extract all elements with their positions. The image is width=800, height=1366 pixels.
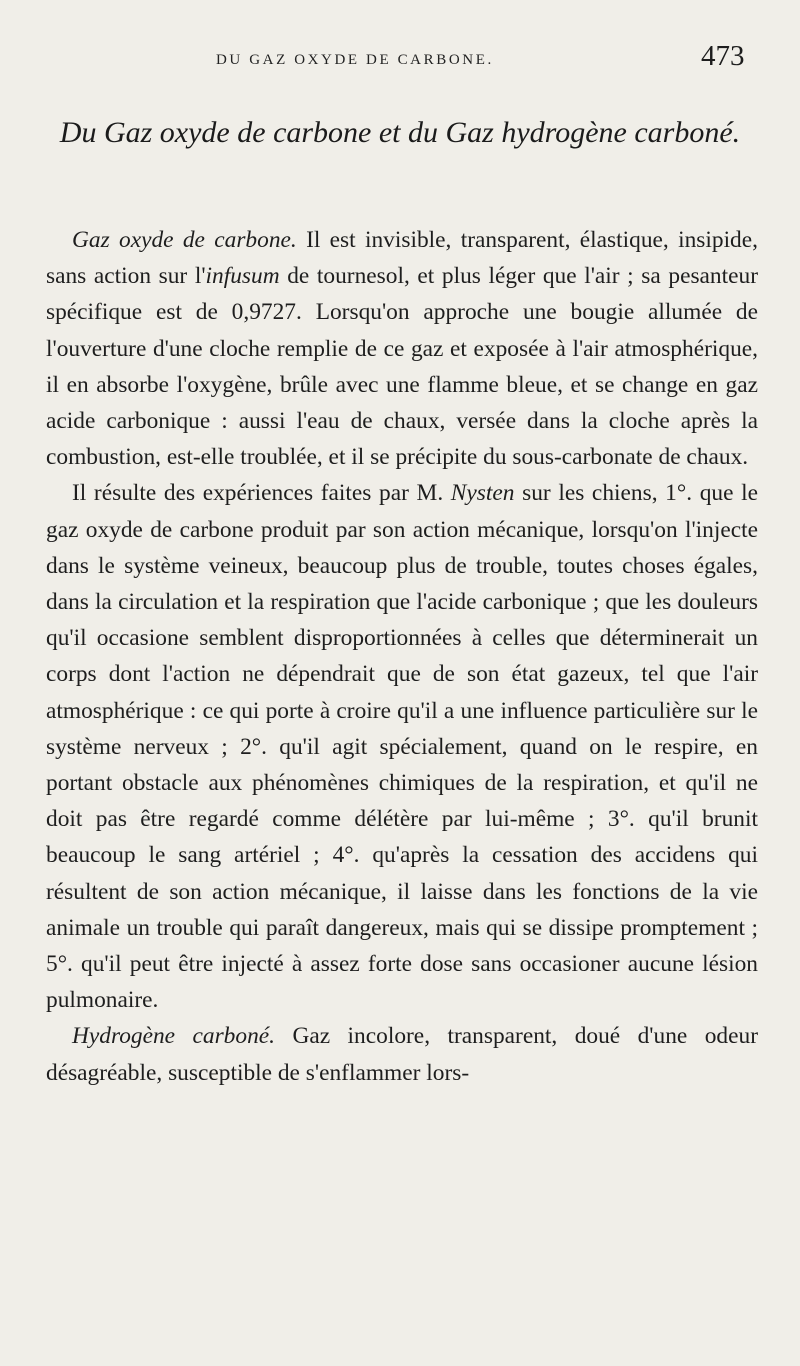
paragraph-text: Gaz incolore, transparent, doué d'une odeur désagréable, susceptible de s'enflammer lors- bbox=[46, 1023, 758, 1086]
paragraph-carbureted-hydrogen bbox=[46, 1018, 758, 1090]
paragraph-text: sur les chiens, 1°. que le gaz oxyde de carbone produit par son action mécanique, lorsqu'on l'injecte dans le système veineux, beaucoup plus de trouble, toutes choses égales, dans la circulation et la respiration que l'acide carbonique ; que les douleurs qu'il occasione semblent disproportionnées à celles que déterminerait un corps dont l'action ne dépendrait que de son état gazeux, tel que l'air atmosphérique : ce qui porte à croire qu'il a une influence particulière sur le système nerveux ; 2°. qu'il agit spécialement, quand on le respire, en portant obstacle aux phénomènes chimiques de la respiration, et qu'il ne doit pas être regardé comme délétère par lui-même ; 3°. qu'il brunit beaucoup le sang artériel ; 4°. qu'après la cessation des accidens qui résultent de son action mécanique, il laisse dans les fonctions de la vie animale un trouble qui paraît dangereux, mais qui se dissipe promptement ; 5°. qu'il peut être injecté à assez forte dose sans occasioner aucune lésion pulmonaire. bbox=[46, 480, 758, 1014]
paragraph-text: de tournesol, et plus léger que l'air ; sa pesanteur spécifique est de 0,9727. Lorsqu'on approche une bougie allumée de l'ouverture d'une cloche remplie de ce gaz et exposée à l'air atmosphérique, il en absorbe l'oxygène, brûle avec une flamme bleue, et se change en gaz acide carbonique : aussi l'eau de chaux, versée dans la cloche après la combustion, est-elle troublée, et il se précipite du sous-carbonate de chaux. bbox=[46, 263, 758, 471]
body-text bbox=[46, 222, 758, 1091]
emphasis-term: infusum bbox=[205, 263, 280, 290]
paragraph-lead: Gaz oxyde de carbone. bbox=[72, 227, 297, 253]
running-head bbox=[0, 40, 800, 86]
section-title: Du Gaz oxyde de carbone et du Gaz hydrogène carboné. bbox=[59, 116, 741, 149]
emphasis-name: Nysten bbox=[450, 480, 515, 507]
page-number: 473 bbox=[701, 40, 745, 72]
running-title: DU GAZ OXYDE DE CARBONE. bbox=[216, 52, 494, 68]
paragraph-lead: Hydrogène carboné. bbox=[72, 1023, 275, 1050]
paragraph-carbon-monoxide bbox=[46, 222, 758, 475]
paragraph-text: Il résulte des expériences faites par M. bbox=[72, 480, 451, 507]
paragraph-nysten-experiments bbox=[46, 475, 758, 1018]
paragraph-text: Il est invisible, transparent, élastique, insipide, sans action sur l' bbox=[46, 227, 758, 290]
